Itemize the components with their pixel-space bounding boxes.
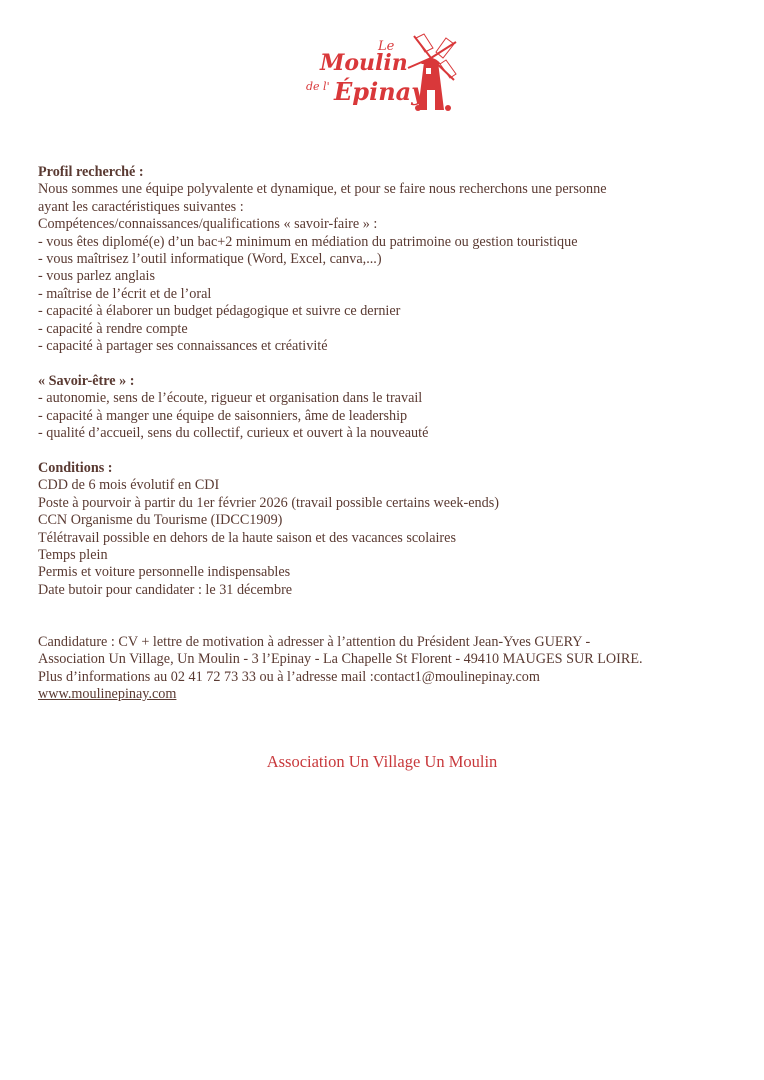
savoir-etre-heading: « Savoir-être » :: [38, 372, 135, 389]
list-item: - autonomie, sens de l’écoute, rigueur et organisation dans le travail: [38, 390, 423, 407]
svg-text:Épinay: Épinay: [334, 77, 426, 106]
list-item: - vous maîtrisez l’outil informatique (Word, Excel, canva,...): [38, 251, 382, 268]
svg-text:de l': de l': [306, 80, 330, 93]
footer-association-name: Association Un Village Un Moulin: [266, 752, 498, 771]
profil-intro-line: Nous sommes une équipe polyvalente et dynamique, et pour se faire nous recherchons une personne: [38, 181, 607, 198]
conditions-heading: Conditions :: [38, 459, 113, 476]
list-item: - capacité à élaborer un budget pédagogique et suivre ce dernier: [38, 303, 401, 320]
list-item: CCN Organisme du Tourisme (IDCC1909): [38, 512, 283, 529]
list-item: - qualité d’accueil, sens du collectif, curieux et ouvert à la nouveauté: [38, 425, 429, 442]
logo: [306, 28, 466, 114]
svg-text:Le: Le: [378, 39, 395, 54]
list-item: Date butoir pour candidater : le 31 décembre: [38, 581, 293, 598]
list-item: Télétravail possible en dehors de la haute saison et des vacances scolaires: [38, 529, 456, 546]
list-item: - vous êtes diplomé(e) d’un bac+2 minimum en médiation du patrimoine ou gestion touristique: [38, 233, 578, 250]
candidature-contact: Plus d’informations au 02 41 72 73 33 ou à l’adresse mail :contact1@moulinepinay.com: [38, 668, 540, 685]
list-item: - maîtrise de l’écrit et de l’oral: [38, 285, 212, 302]
website-link[interactable]: www.moulinepinay.com: [38, 686, 177, 703]
list-item: - capacité à rendre compte: [38, 320, 188, 337]
profil-heading: Profil recherché :: [38, 164, 144, 180]
list-item: CDD de 6 mois évolutif en CDI: [38, 477, 220, 494]
list-item: Temps plein: [38, 546, 108, 563]
list-item: Permis et voiture personnelle indispensables: [38, 564, 291, 581]
candidature-address: Association Un Village, Un Moulin - 3 l’Epinay - La Chapelle St Florent - 49410 MAUGES SUR LOIRE.: [38, 651, 643, 668]
candidature-line: Candidature : CV + lettre de motivation à adresser à l’attention du Président Jean-Yves GUERY -: [38, 633, 591, 650]
svg-text:Moulin: Moulin: [320, 50, 408, 76]
job-offer-content: [38, 164, 728, 704]
competences-label: Compétences/connaissances/qualifications « savoir-faire » :: [38, 216, 378, 233]
profil-intro-line: ayant les caractéristiques suivantes :: [38, 198, 244, 215]
list-item: - capacité à partager ses connaissances et créativité: [38, 338, 328, 355]
list-item: - vous parlez anglais: [38, 268, 156, 285]
windmill-logo-icon: [306, 28, 466, 114]
list-item: Poste à pourvoir à partir du 1er février 2026 (travail possible certains week-ends): [38, 494, 499, 511]
list-item: - capacité à manger une équipe de saisonniers, âme de leadership: [38, 407, 408, 424]
